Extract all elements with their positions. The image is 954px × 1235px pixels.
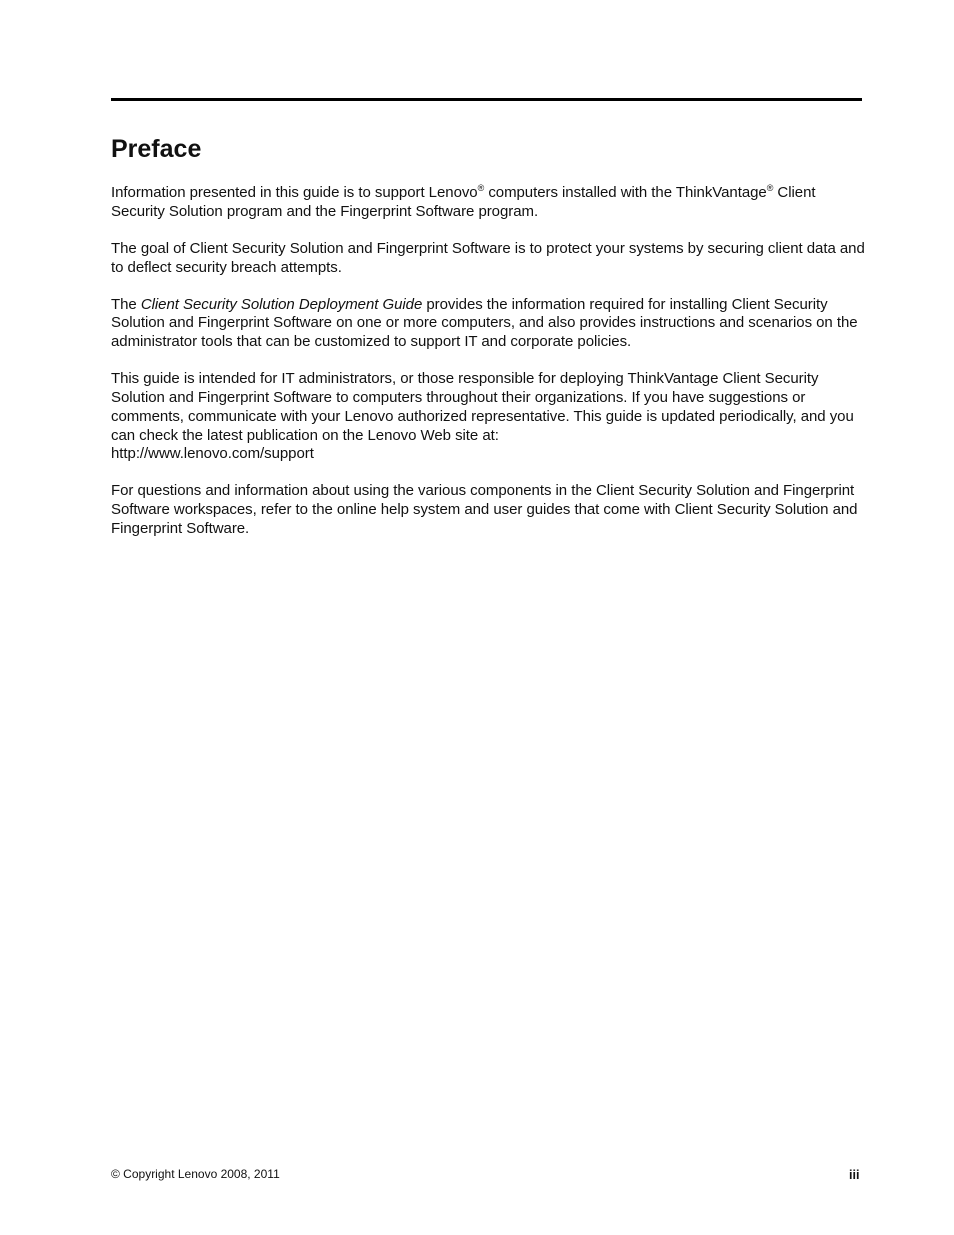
support-url: http://www.lenovo.com/support	[111, 445, 314, 463]
intro-text-c: Client Security Solution program and the Fingerprint Software program.	[111, 184, 816, 220]
top-rule	[111, 98, 862, 101]
body-content	[111, 184, 871, 557]
copyright-footer: © Copyright Lenovo 2008, 2011	[111, 1167, 280, 1181]
intro-text-b: computers installed with the ThinkVantage	[484, 184, 767, 201]
scope-text-b: provides the information required for installing Client Security Solution and Fingerprint Software on one or more computers, and also provides instructions and scenarios on the administrator tools that can be customized to support IT and corporate policies.	[111, 295, 858, 351]
registered-mark: ®	[477, 183, 485, 193]
intro-text-a: Information presented in this guide is to support Lenovo	[111, 184, 478, 201]
audience-text: This guide is intended for IT administrators, or those responsible for deploying ThinkVantage Client Security Solution and Fingerprint Software to computers throughout their organizations. If you have suggestions or comments, communicate with your Lenovo authorized representative. This guide is updated periodically, and you can check the latest publication on the Lenovo Web site at:	[111, 370, 854, 444]
scope-text-a: The	[111, 295, 141, 313]
registered-mark: ®	[766, 183, 774, 193]
paragraph-intro	[111, 184, 871, 222]
page-number: iii	[849, 1168, 860, 1182]
paragraph-audience	[111, 370, 871, 464]
page-title: Preface	[111, 135, 202, 163]
paragraph-goal: The goal of Client Security Solution and Fingerprint Software is to protect your systems by securing client data and to deflect security breach attempts.	[111, 239, 865, 276]
paragraph-guide-scope	[111, 296, 871, 352]
paragraph-help: For questions and information about using the various components in the Client Security Solution and Fingerprint Software workspaces, refer to the online help system and user guides that come with Client Security Solution and Fingerprint Software.	[111, 482, 858, 537]
guide-title-italic: Client Security Solution Deployment Guide	[140, 295, 423, 313]
